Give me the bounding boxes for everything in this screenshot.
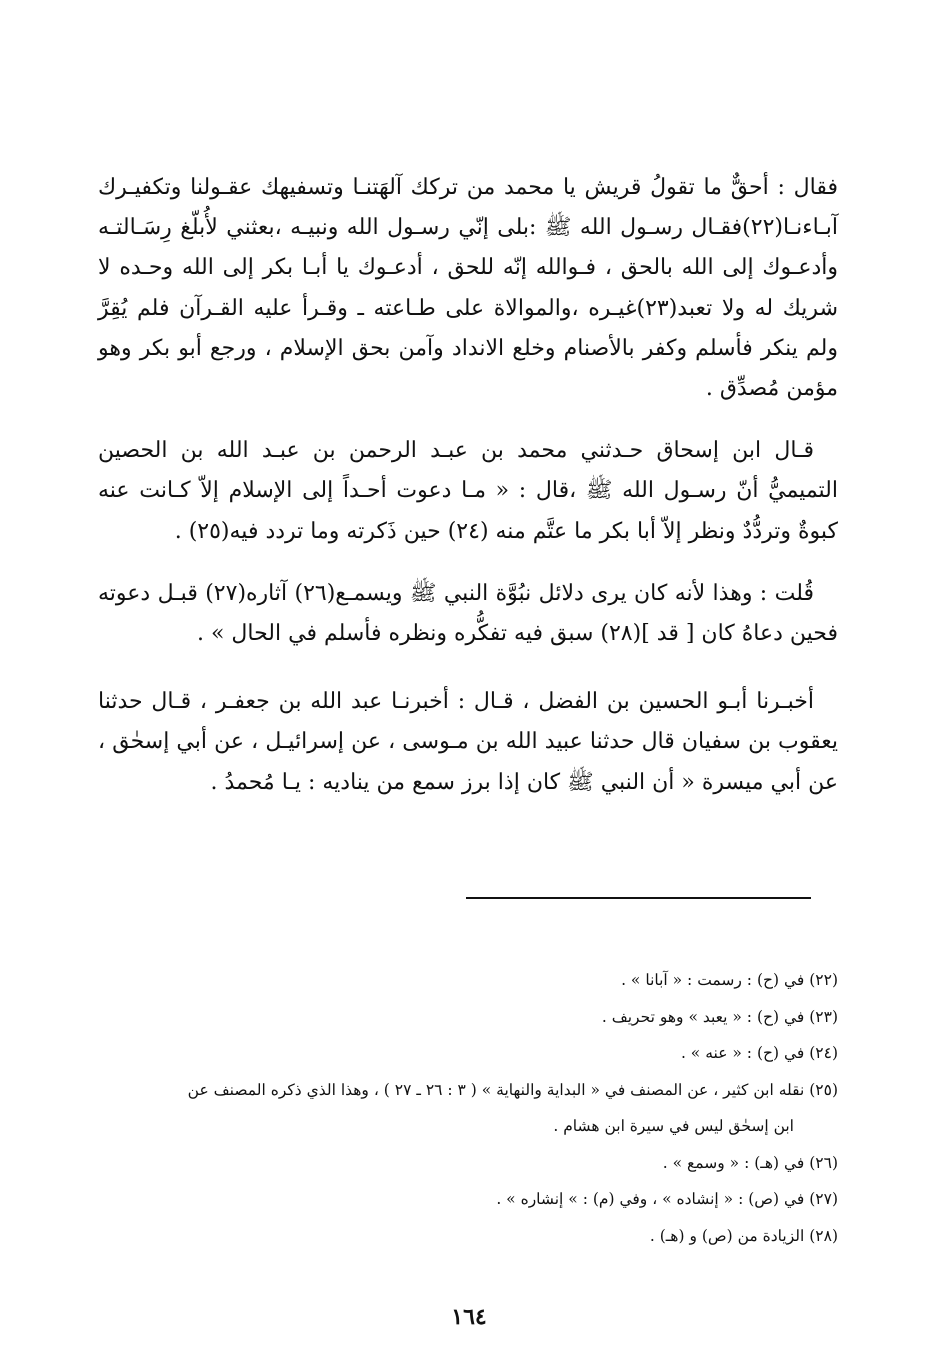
paragraph-4: أخبـرنا أبـو الحسين بن الفضل ، قـال : أخبرنـا عبد الله بن جعفـر ، قـال حدثنا يعقوب بن سفيان قال حدثنا عبيد الله بن مـوسى ، عن إسرائيـل ، عن أبي إسحٰق ، عن أبي ميسرة « أن النبي ﷺ كان إذا برز سمع من يناديه : يـا مُحمدُ . — [98, 689, 838, 795]
footnote-25-continued: ابن إسحٰق ليس في سيرة ابن هشام . — [553, 1117, 794, 1135]
footnote-22: (٢٢) في (ح) : رسمت : « آبانا » . — [621, 971, 838, 989]
footnote-24: (٢٤) في (ح) : « عنه » . — [680, 1044, 838, 1062]
page-number: ١٦٤ — [451, 1304, 487, 1330]
paragraph-2: قـال ابن إسحاق حـدثني محمد بن عبـد الرحمن بن عبـد الله بن الحصين التميميُّ أنّ رسـول الله ﷺ ،قال : « مـا دعوت أحـداً إلى الإسلام إلاّ كـانت عنه كبوةٌ وتردُّدٌ ونظر إلاّ أبا بكر ما عتَّم منه (٢٤) حين ذَكرته وما تردد فيه(٢٥) . — [98, 438, 838, 544]
footnote-23: (٢٣) في (ح) : « يعبد » وهو تحريف . — [601, 1007, 838, 1026]
footnote-28: (٢٨) الزيادة من (ص) و (هـ) . — [649, 1226, 838, 1245]
paragraph-1: فقال : أحقٌّ ما تقولُ قريش يا محمد من تركك آلهَتنـا وتسفيهك عقـولنا وتكفيـرك آبـاءنـا(٢٢)فقـال رسـول الله ﷺ :بلى إنّي رسـول الله ونبيـه ،بعثني لأُبلّغ رِسَـالتـه وأدعـوك إلى الله بالحق ، فـوالله إنّه للحق ، أدعـوك يا أبـا بكر إلى الله وحـده لا شريك له ولا تعبد(٢٣)غيـره ،والموالاة على طـاعته ـ وقـرأ عليه القـرآن فلم يُقِرَّ ولم ينكر فأسلم وكفر بالأصنام وخلع الانداد وآمن بحق الإسلام ، ورجع أبو بكر وهو مؤمن مُصدِّق . — [98, 175, 839, 402]
paragraph-3: قُلت : وهذا لأنه كان يرى دلائل نبُوَّة النبي ﷺ ويسمـع(٢٦) آثاره(٢٧) قبـل دعوته فحين دعاهُ كان [ قد ](٢٨) سبق فيه تفكُّره ونظره فأسلم في الحال » . — [98, 580, 838, 647]
footnote-25: (٢٥) نقله ابن كثير ، عن المصنف في « البداية والنهاية » ( ٣ : ٢٦ ـ ٢٧ ) ، وهذا الذي ذكره المصنف عن — [187, 1080, 838, 1099]
footnote-separator — [466, 897, 811, 899]
main-text — [98, 168, 838, 803]
footnotes — [103, 962, 838, 1254]
footnote-27: (٢٧) في (ص) : « إنشاده » ، وفي (م) : » إنشاره » . — [496, 1190, 838, 1208]
footnote-26: (٢٦) في (هـ) : « وسمع » . — [662, 1153, 838, 1172]
